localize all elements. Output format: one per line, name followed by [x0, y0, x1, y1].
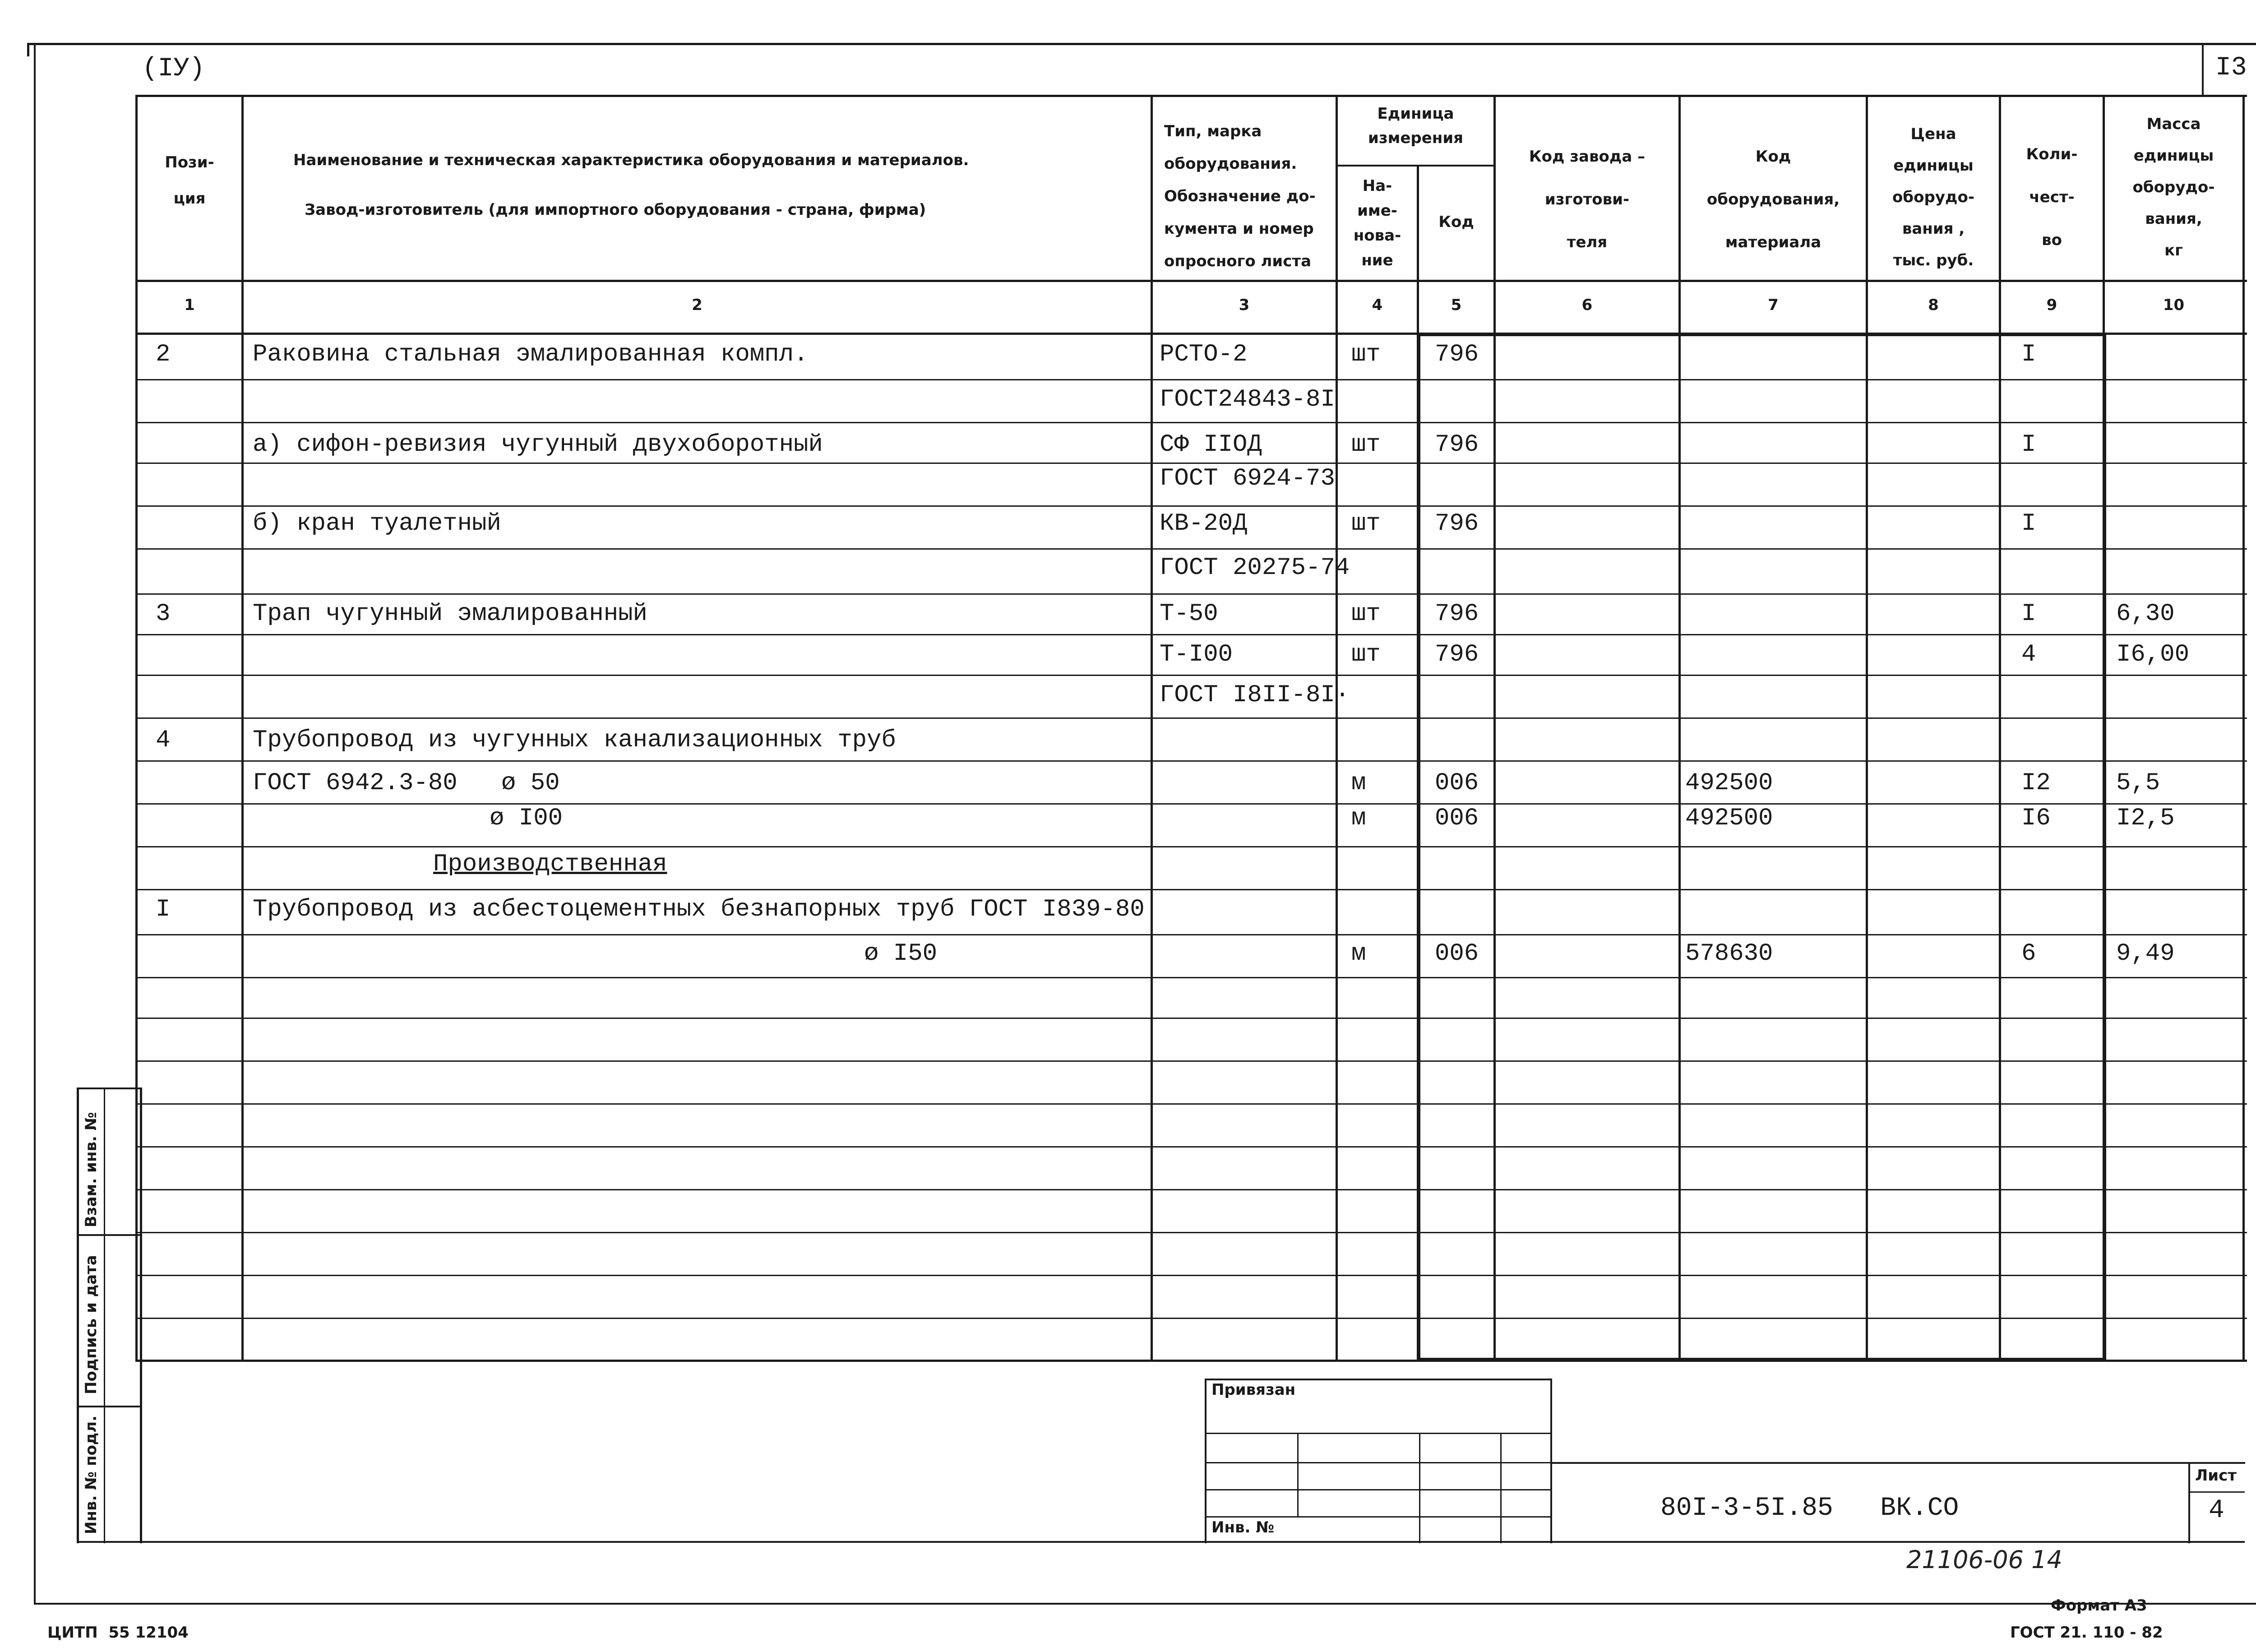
- row-11-unit: м: [1351, 805, 1366, 832]
- col-line-6: [1678, 95, 1681, 1362]
- header-qty: Коли- чест- во: [2026, 145, 2078, 249]
- col-line-7: [1866, 95, 1868, 1362]
- side-stamp-right: [140, 1087, 142, 1543]
- col-index-8: 8: [1928, 296, 1939, 314]
- row-6-name: Трап чугунный эмалированный: [253, 600, 647, 628]
- row-0-name: Раковина стальная эмалированная компл.: [253, 341, 809, 368]
- row-4-name: б) кран туалетный: [253, 510, 501, 537]
- unit-group-divider: [1336, 165, 1493, 167]
- frame-left: [34, 43, 36, 1604]
- row-line: [135, 505, 2247, 507]
- col-index-9: 9: [2046, 296, 2057, 314]
- row-6-qty: I: [2021, 600, 2036, 628]
- format-label: Формат А3: [2051, 1596, 2147, 1615]
- thick-box-bottom: [1417, 1358, 2106, 1361]
- stamp-sheet-value: 4: [2209, 1496, 2224, 1525]
- row-1-type: ГОСТ24843-8I: [1160, 386, 1335, 413]
- row-10-equip: 492500: [1685, 769, 1773, 797]
- row-line: [135, 934, 2247, 935]
- row-7-code: 796: [1435, 641, 1479, 668]
- header-equip-code: Код оборудования, материала: [1706, 148, 1840, 251]
- side-label-podpis: Подпись и дата: [82, 1255, 100, 1394]
- sheet-bottom-line: [140, 1541, 2245, 1543]
- row-line: [135, 634, 2247, 635]
- sheet-box-left: [2188, 1462, 2190, 1543]
- row-11-qty: I6: [2021, 805, 2051, 832]
- publisher-label: ЦИТП 55 12104: [47, 1624, 189, 1642]
- row-7-unit: шт: [1351, 641, 1381, 668]
- row-10-name: ГОСТ 6942.3-80 ø 50: [253, 769, 560, 797]
- row-line: [135, 1232, 2247, 1233]
- row-line: [135, 593, 2247, 595]
- row-2-name: а) сифон-ревизия чугунный двухоборотный: [253, 431, 823, 458]
- row-0-unit: шт: [1351, 341, 1381, 368]
- header-unit-name: На- име- нова- ние: [1353, 177, 1401, 269]
- row-line: [135, 422, 2247, 423]
- row-2-qty: I: [2021, 431, 2036, 458]
- handwritten-number: 21106-06 14: [1906, 1546, 2062, 1574]
- row-14-code: 006: [1435, 940, 1479, 967]
- stamp-sheet-label: Лист: [2195, 1467, 2237, 1485]
- side-stamp-left: [77, 1087, 79, 1543]
- side-stamp-div2: [77, 1406, 142, 1407]
- row-line: [135, 379, 2247, 380]
- row-line: [135, 846, 2247, 847]
- header-type: Тип, марка оборудования. Обозначение до- кумента и номер опросного листа: [1164, 122, 1316, 270]
- col-line-5: [1493, 95, 1496, 1362]
- row-line: [135, 889, 2247, 890]
- row-line: [135, 1189, 2247, 1190]
- row-10-unit: м: [1351, 769, 1366, 797]
- header-unit-code: Код: [1438, 213, 1474, 231]
- col-line-1: [241, 95, 244, 1362]
- row-14-qty: 6: [2021, 940, 2036, 967]
- row-line: [135, 1103, 2247, 1105]
- row-0-code: 796: [1435, 341, 1479, 368]
- col-line-8: [1999, 95, 2001, 1362]
- header-pos: Пози- ция: [165, 153, 214, 208]
- row-14-equip: 578630: [1685, 940, 1773, 967]
- row-6-code: 796: [1435, 600, 1479, 628]
- col-line-2: [1151, 95, 1153, 1362]
- col-index-2: 2: [692, 296, 703, 314]
- row-line: [135, 1318, 2247, 1319]
- col-index-5: 5: [1451, 296, 1462, 314]
- col-index-3: 3: [1239, 296, 1250, 314]
- row-line: [135, 548, 2247, 550]
- row-line: [135, 1060, 2247, 1062]
- stamp-col2: [1419, 1433, 1420, 1543]
- stamp-privyazan: Привязан: [1211, 1381, 1296, 1399]
- col-line-0: [135, 95, 138, 1362]
- row-7-mass: I6,00: [2116, 641, 2190, 668]
- stamp-col3: [1500, 1433, 1502, 1543]
- row-2-code: 796: [1435, 431, 1479, 458]
- row-3-type: ГОСТ 6924-73: [1160, 465, 1335, 492]
- frame-bottom: [34, 1603, 2256, 1605]
- row-11-equip: 492500: [1685, 805, 1773, 832]
- col-line-9: [2103, 95, 2105, 1362]
- row-line: [135, 803, 2247, 805]
- stamp-col1: [1297, 1433, 1299, 1516]
- side-label-inv-podl: Инв. № подл.: [82, 1415, 100, 1534]
- row-line: [135, 675, 2247, 676]
- header-name: Наименование и техническая характеристика оборудования и материалов. Завод-изготовитель (для импортного оборудования - страна, фирма): [293, 151, 969, 219]
- row-6-pos: 3: [156, 600, 171, 628]
- row-4-qty: I: [2021, 510, 2036, 537]
- table-top: [135, 95, 2247, 97]
- row-line: [135, 760, 2247, 762]
- row-line: [135, 717, 2247, 719]
- row-9-pos: 4: [156, 727, 171, 754]
- row-10-mass: 5,5: [2116, 769, 2160, 797]
- frame-top: [27, 43, 2256, 45]
- side-stamp-top: [77, 1087, 142, 1089]
- row-14-name: ø I50: [864, 940, 938, 967]
- row-7-qty: 4: [2021, 641, 2036, 668]
- side-stamp-bottom: [77, 1541, 142, 1543]
- row-line: [135, 463, 2247, 464]
- row-line: [135, 977, 2247, 978]
- side-stamp-mid: [104, 1087, 105, 1543]
- row-13-name: Трубопровод из асбестоцементных безнапорных труб ГОСТ I839-80: [253, 896, 1145, 923]
- row-line: [135, 1018, 2247, 1019]
- row-6-type: Т-50: [1160, 600, 1218, 628]
- row-2-unit: шт: [1351, 431, 1381, 458]
- stamp-top: [1205, 1379, 1552, 1380]
- row-2-type: СФ IIОД: [1160, 431, 1262, 458]
- col-index-1: 1: [184, 296, 195, 314]
- row-14-mass: 9,49: [2116, 940, 2175, 967]
- sheet-mark: (IУ): [142, 54, 205, 83]
- stamp-right: [1550, 1379, 1552, 1543]
- row-0-pos: 2: [156, 341, 171, 368]
- row-4-code: 796: [1435, 510, 1479, 537]
- col-index-7: 7: [1768, 296, 1779, 314]
- row-11-mass: I2,5: [2116, 805, 2175, 832]
- row-4-unit: шт: [1351, 510, 1381, 537]
- header-bottom: [135, 280, 2247, 282]
- row-line: [135, 1275, 2247, 1276]
- row-4-type: КВ-20Д: [1160, 510, 1248, 537]
- col-index-4: 4: [1372, 296, 1383, 314]
- stamp-inv-no: Инв. №: [1211, 1518, 1275, 1536]
- row-0-qty: I: [2021, 341, 2036, 368]
- row-11-code: 006: [1435, 805, 1479, 832]
- header-unit-group: Единица измерения: [1368, 105, 1463, 147]
- side-stamp-div1: [77, 1234, 142, 1236]
- thick-box-top: [1417, 333, 2106, 336]
- side-label-vzam: Взам. инв. №: [82, 1112, 100, 1227]
- page-number-top: I3: [2215, 53, 2247, 83]
- sheet-box-mid: [2188, 1491, 2245, 1493]
- row-10-qty: I2: [2021, 769, 2051, 797]
- row-line: [135, 1146, 2247, 1148]
- row-8-type: ГОСТ I8II-8I·: [1160, 681, 1350, 709]
- row-6-unit: шт: [1351, 600, 1381, 628]
- row-13-pos: I: [156, 896, 171, 923]
- header-price: Цена единицы оборудо- вания , тыс. руб.: [1892, 125, 1974, 269]
- page-number-box-left: [2202, 44, 2204, 96]
- row-14-unit: м: [1351, 940, 1366, 967]
- header-plant-code: Код завода – изготови- теля: [1529, 148, 1646, 251]
- col-line-3: [1336, 95, 1338, 1362]
- row-6-mass: 6,30: [2116, 600, 2175, 628]
- row-0-type: РСТО-2: [1160, 341, 1248, 368]
- row-9-name: Трубопровод из чугунных канализационных труб: [253, 727, 896, 754]
- col-line-10: [2242, 95, 2245, 1362]
- row-5-type: ГОСТ 20275-74: [1160, 554, 1350, 582]
- col-index-6: 6: [1581, 296, 1593, 314]
- designation-top: [1550, 1462, 2245, 1464]
- header-mass: Масса единицы оборудо- вания, кг: [2132, 115, 2215, 259]
- row-12-name: Производственная: [433, 851, 667, 878]
- stamp-designation: 80I-3-5I.85 ВК.СО: [1660, 1494, 1959, 1523]
- row-11-name: ø I00: [490, 805, 563, 832]
- row-7-type: Т-I00: [1160, 641, 1233, 668]
- col-index-10: 10: [2163, 296, 2185, 314]
- col-line-4: [1417, 165, 1419, 1360]
- row-10-code: 006: [1435, 769, 1479, 797]
- frame-left-dash: [27, 43, 29, 56]
- stamp-left: [1205, 1379, 1207, 1543]
- gost-label: ГОСТ 21. 110 - 82: [2010, 1624, 2163, 1642]
